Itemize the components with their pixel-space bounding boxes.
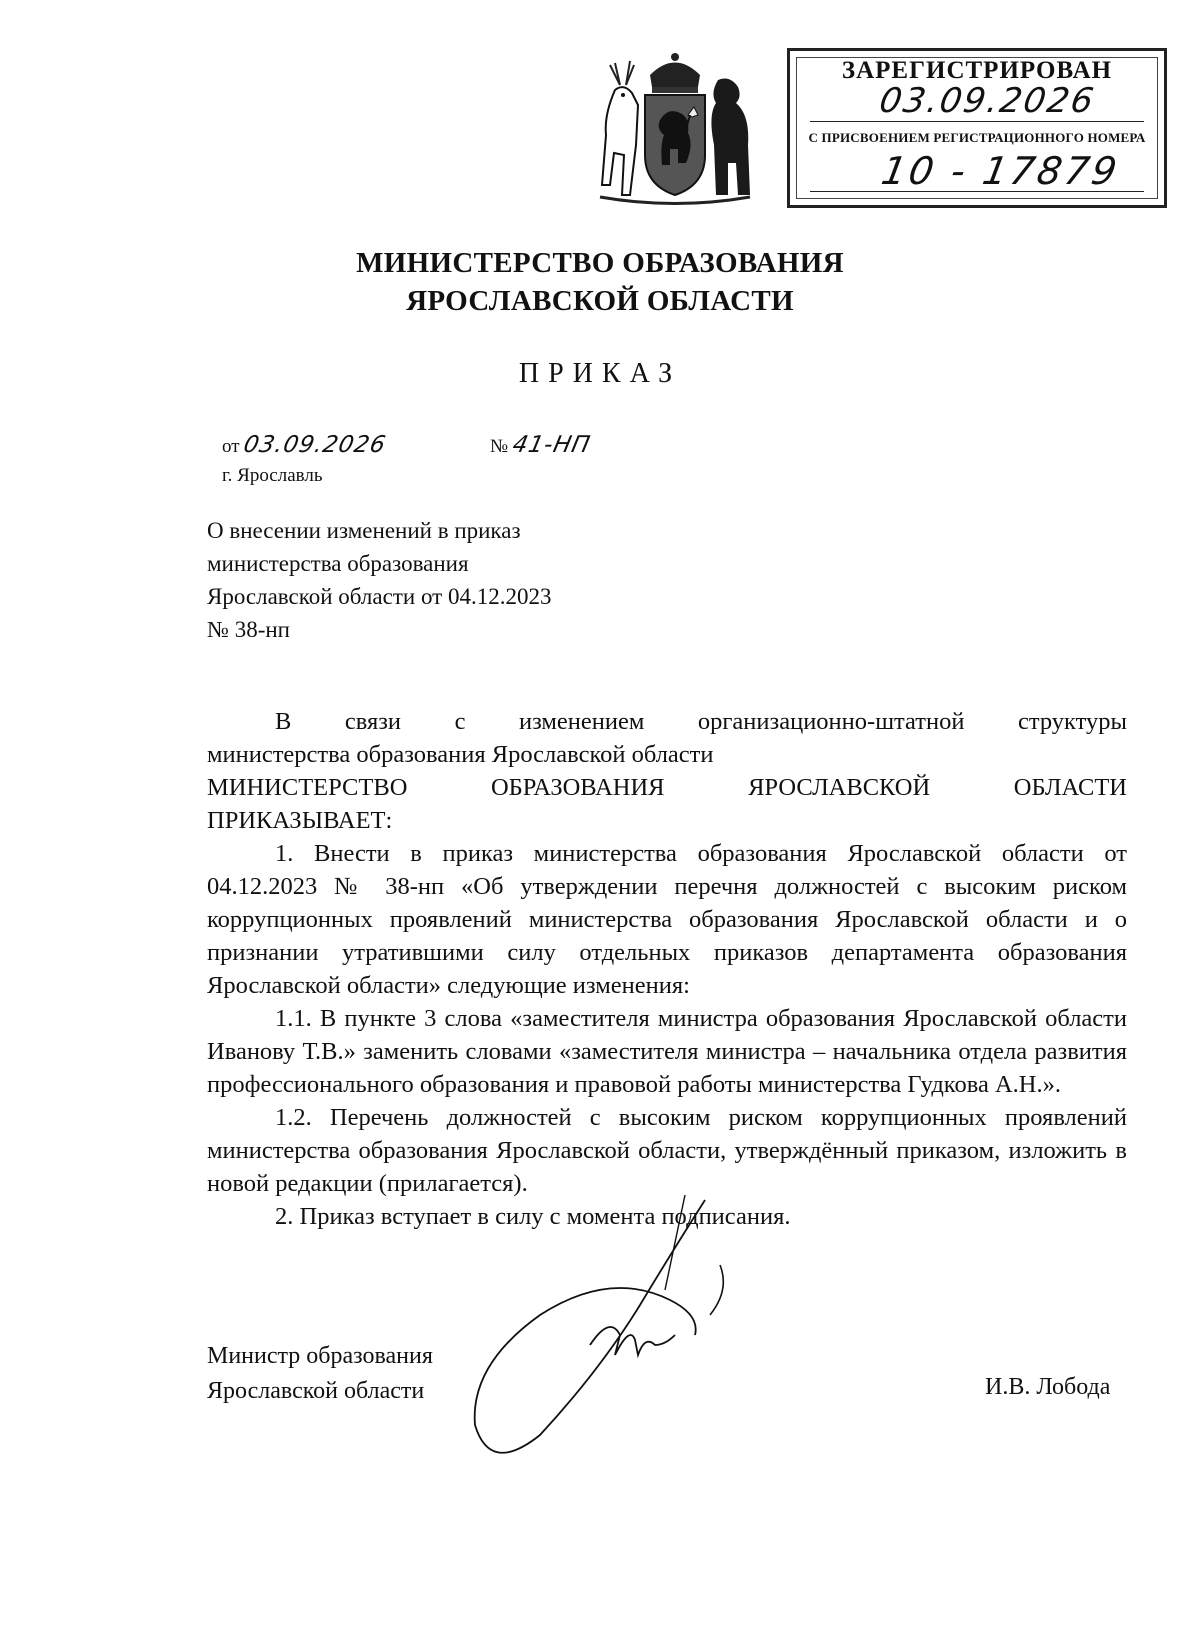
stamp-handwritten-date: 03.09.2026 bbox=[876, 81, 1099, 121]
ordering-clause-verb: ПРИКАЗЫВАЕТ: bbox=[207, 807, 393, 834]
order-date bbox=[222, 432, 389, 458]
stamp-subtitle: С ПРИСВОЕНИЕМ РЕГИСТРАЦИОННОГО НОМЕРА bbox=[808, 130, 1146, 145]
order-item-1-2: 1.2. Перечень должностей с высоким риском коррупционных проявлений министерства образования Ярославской области, утверждённый приказом, изложить в новой редакции (прилагается). bbox=[207, 1104, 1127, 1197]
stamp-divider-bottom bbox=[810, 191, 1144, 192]
ordering-clause: МИНИСТЕРСТВО ОБРАЗОВАНИЯ ЯРОСЛАВСКОЙ ОБЛАСТИ bbox=[207, 774, 1127, 801]
ministry-heading-line1: МИНИСТЕРСТВО ОБРАЗОВАНИЯ bbox=[356, 247, 844, 279]
subject-line: министерства образования bbox=[207, 551, 469, 576]
document-type-title: ПРИКАЗ bbox=[518, 358, 682, 389]
subject-line: О внесении изменений в приказ bbox=[207, 518, 521, 543]
order-number-prefix: № bbox=[490, 436, 509, 457]
order-subject bbox=[207, 514, 687, 646]
ministry-heading bbox=[0, 244, 1200, 320]
order-date-prefix: от bbox=[222, 436, 240, 457]
order-body bbox=[207, 705, 1127, 1233]
signatory-position-line: Ярославской области bbox=[207, 1378, 425, 1404]
registration-stamp bbox=[787, 48, 1167, 208]
stamp-divider bbox=[810, 121, 1144, 122]
signatory-name: И.В. Лобода bbox=[985, 1374, 1111, 1400]
stamp-registration-number: 10 - 17879 bbox=[878, 149, 1123, 193]
preamble-line: министерства образования Ярославской области bbox=[207, 741, 714, 768]
ministry-heading-line2: ЯРОСЛАВСКОЙ ОБЛАСТИ bbox=[406, 285, 794, 317]
stamp-title: ЗАРЕГИСТРИРОВАН bbox=[841, 57, 1113, 84]
order-number-value: 41-НП bbox=[510, 432, 593, 458]
subject-line: № 38-нп bbox=[207, 617, 290, 642]
order-item-1-1: 1.1. В пункте 3 слова «заместителя министра образования Ярославской области Иванову Т.В.» заменить словами «заместителя министра – начальника отдела развития профессионального образования и правовой работы министерства Гудкова А.Н.». bbox=[207, 1005, 1127, 1098]
order-item-1: 1. Внести в приказ министерства образования Ярославской области от 04.12.2023 № 38-нп «Об утверждении перечня должностей с высоким риском коррупционных проявлений министерства образования Ярославской области и о признании утратившими силу отдельных приказов департамента образования Ярославской области» следующие изменения: bbox=[207, 840, 1127, 999]
order-item-2: 2. Приказ вступает в силу с момента подписания. bbox=[275, 1203, 791, 1230]
handwritten-signature bbox=[470, 1195, 770, 1465]
order-date-value: 03.09.2026 bbox=[241, 432, 389, 458]
order-city: г. Ярославль bbox=[222, 465, 323, 486]
signatory-position bbox=[207, 1339, 433, 1409]
subject-line: Ярославской области от 04.12.2023 bbox=[207, 584, 552, 609]
signatory-position-line: Министр образования bbox=[207, 1343, 433, 1369]
preamble-line: В связи с изменением организационно-штатной структуры bbox=[275, 708, 1127, 735]
order-number bbox=[490, 432, 593, 458]
coat-of-arms-emblem bbox=[590, 45, 760, 205]
